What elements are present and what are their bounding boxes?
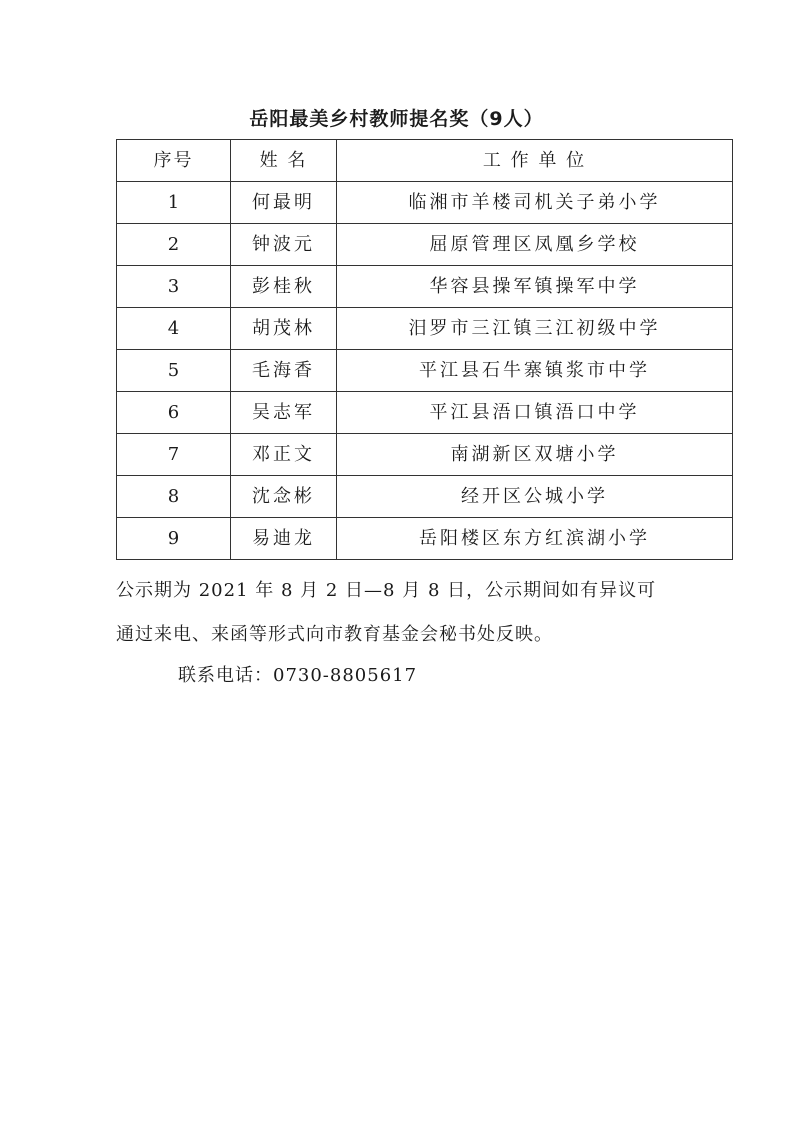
row-unit: 岳阳楼区东方红滨湖小学	[337, 518, 733, 560]
document-title: 岳阳最美乡村教师提名奖（9人）	[249, 108, 544, 130]
row-name: 沈念彬	[231, 476, 337, 518]
row-index: 5	[117, 350, 231, 392]
table-row	[117, 308, 733, 350]
row-name: 毛海香	[231, 350, 337, 392]
row-unit: 临湘市羊楼司机关子弟小学	[337, 182, 733, 224]
table-row	[117, 350, 733, 392]
row-name: 易迪龙	[231, 518, 337, 560]
table-row	[117, 266, 733, 308]
row-unit: 平江县石牛寨镇浆市中学	[337, 350, 733, 392]
row-unit: 屈原管理区凤凰乡学校	[337, 224, 733, 266]
row-name: 彭桂秋	[231, 266, 337, 308]
row-name: 吴志军	[231, 392, 337, 434]
row-name: 胡茂林	[231, 308, 337, 350]
contact-phone: 联系电话：0730-8805617	[178, 665, 418, 686]
row-name: 邓正文	[231, 434, 337, 476]
header-name: 姓 名	[231, 140, 337, 182]
row-name: 何最明	[231, 182, 337, 224]
row-index: 3	[117, 266, 231, 308]
row-index: 9	[117, 518, 231, 560]
notice-paragraph-line-2: 通过来电、来函等形式向市教育基金会秘书处反映。	[116, 624, 553, 645]
row-index: 7	[117, 434, 231, 476]
row-index: 4	[117, 308, 231, 350]
row-name: 钟波元	[231, 224, 337, 266]
row-unit: 汨罗市三江镇三江初级中学	[337, 308, 733, 350]
row-index: 2	[117, 224, 231, 266]
row-unit: 经开区公城小学	[337, 476, 733, 518]
row-unit: 南湖新区双塘小学	[337, 434, 733, 476]
table-row	[117, 518, 733, 560]
header-index: 序号	[117, 140, 231, 182]
table-row	[117, 392, 733, 434]
row-index: 8	[117, 476, 231, 518]
row-index: 1	[117, 182, 231, 224]
table-row	[117, 434, 733, 476]
table-row	[117, 476, 733, 518]
header-unit: 工 作 单 位	[337, 140, 733, 182]
row-unit: 华容县操军镇操军中学	[337, 266, 733, 308]
row-index: 6	[117, 392, 231, 434]
row-unit: 平江县浯口镇浯口中学	[337, 392, 733, 434]
table-row	[117, 182, 733, 224]
notice-paragraph-line-1: 公示期为 2021 年 8 月 2 日—8 月 8 日，公示期间如有异议可	[116, 580, 657, 601]
table-header-row	[117, 140, 733, 182]
table-row	[117, 224, 733, 266]
nominee-table	[116, 139, 733, 560]
